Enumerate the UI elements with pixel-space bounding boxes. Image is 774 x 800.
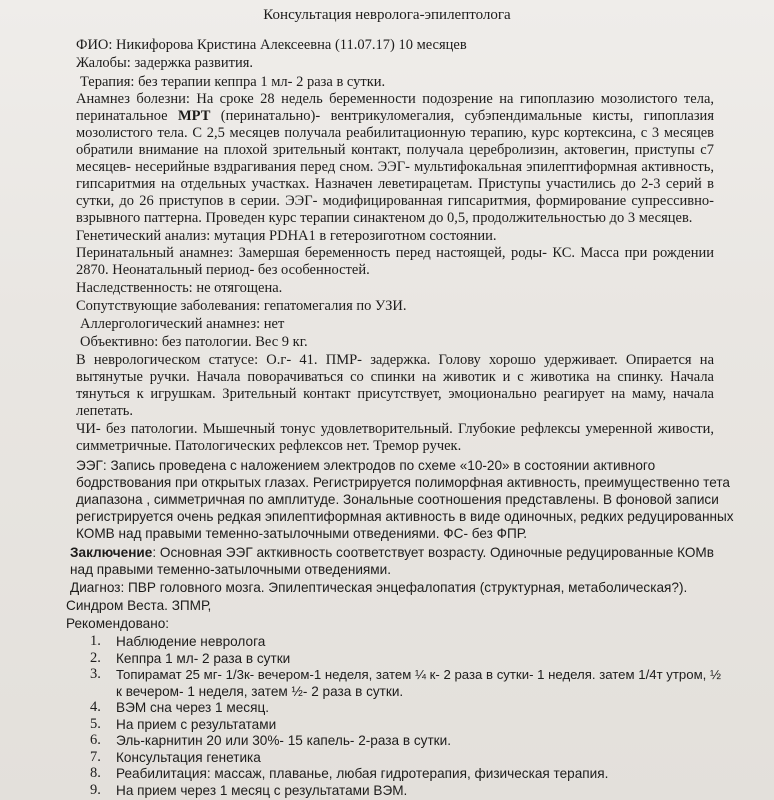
list-item: Эль-карнитин 20 или 30%- 15 капель- 2-раза в сутки.	[116, 733, 451, 748]
anamnesis-line: взрывного паттерна. Проведен курс терапии синактеном до 0,5, продолжительностью до 3 месяцев.	[76, 210, 693, 226]
conclusion-text: : Основная ЭЭГ акткивность соответствует возрасту. Одиночные редуцированные КОМв	[152, 545, 714, 560]
list-number: 1.	[90, 633, 101, 649]
allergy-anamnesis: Аллергологический анамнез: нет	[80, 316, 285, 332]
heredity: Наследственность: не отягощена.	[76, 280, 283, 296]
list-number: 8.	[90, 765, 101, 781]
list-number: 6.	[90, 732, 101, 748]
eeg-report: бодрствования при открытых глазах. Регистрируется полиморфная активность, преимущественно тета	[76, 475, 730, 490]
comorbidities: Сопутствующие заболевания: гепатомегалия по УЗИ.	[76, 298, 407, 314]
anamnesis-line: обратили внимание на плохой зрительный контакт, получала церебролизин, актовегин, приступы с7	[76, 142, 714, 158]
list-item-continuation: к вечером- 1 неделя, затем ½- 2 раза в сутки.	[116, 683, 404, 699]
list-item: Наблюдение невролога	[116, 634, 266, 649]
complaints: Жалобы: задержка развития.	[76, 55, 253, 71]
eeg-report: регистрируется очень редкая эпилептиформная активность в виде одиночных, редких редуцированных	[76, 509, 734, 524]
anamnesis-text: (перинатально)- вентрикуломегалия, субэпендимальные кисты, гипоплазия	[220, 108, 714, 124]
diagnosis: Диагноз: ПВР головного мозга. Эпилептическая энцефалопатия (структурная, метаболическая?).	[70, 580, 688, 595]
eeg-report: диапазона , симметричная по амплитуде. Зональные соотношения представлены. В фоновой записи	[76, 492, 719, 507]
objective-exam: Объективно: без патологии. Вес 9 кг.	[80, 334, 308, 350]
eeg-report: КОМВ над правыми теменно-затылочными отведениями. ФС- без ФПР.	[76, 526, 528, 541]
mri-label: МРТ	[177, 108, 211, 124]
list-number: 7.	[90, 748, 101, 765]
list-item: На прием через 1 месяц с результатами ВЭМ.	[116, 782, 408, 798]
list-number: 2.	[90, 649, 101, 666]
neuro-status: вытянутые ручки. Начала поворачиваться со спинки на животик и с животика на спинку. Начала	[76, 369, 714, 385]
conclusion: над правыми теменно-затылочными отведениями.	[70, 562, 392, 577]
therapy: Терапия: без терапии кеппра 1 мл- 2 раза в сутки.	[80, 74, 386, 90]
recommended-heading: Рекомендовано:	[66, 616, 170, 631]
list-item: Топирамат 25 мг- 1/3к- вечером-1 неделя, затем ¼ к- 2 раза в сутки- 1 неделя. затем 1/4т утром, ½	[116, 667, 721, 682]
anamnesis-line: мозолистого тела. С 2,5 месяцев получала реабилитационную терапию, курс кортексина, с 3 месяцев	[76, 125, 714, 141]
list-number: 9.	[90, 781, 101, 798]
anamnesis-line: сутки, до 26 приступов в серии. ЭЭГ- модифицированная гипсаритмия, формирование супрессивно-	[76, 193, 714, 209]
conclusion	[70, 544, 714, 561]
cranial-nerves: симметричные. Патологических рефлексов нет. Тремор ручек.	[76, 438, 462, 454]
page-title: Консультация невролога-эпилептолога	[263, 7, 511, 23]
anamnesis-text: перинатальное	[76, 108, 168, 124]
genetic-analysis: Генетический анализ: мутация PDHA1 в гетерозиготном состоянии.	[76, 228, 497, 244]
list-item: Кеппра 1 мл- 2 раза в сутки	[116, 650, 291, 666]
list-item: Реабилитация: массаж, плаванье, любая гидротерапия, физическая терапия.	[116, 766, 609, 781]
anamnesis-line: Анамнез болезни: На сроке 28 недель беременности подозрение на гипоплазию мозолистого тела,	[76, 91, 714, 107]
list-number: 5.	[90, 715, 101, 732]
neuro-status: В неврологическом статусе: О.г- 41. ПМР- задержка. Голову хорошо удерживает. Опирается на	[76, 352, 714, 368]
list-item: Консультация генетика	[116, 749, 261, 765]
neuro-status: тянуться к игрушкам. Зрительный контакт присутствует, эмоционально реагирует на маму, начала	[76, 386, 714, 402]
cranial-nerves: ЧИ- без патологии. Мышечный тонус удовлетворительный. Глубокие рефлексы умеренной живости,	[76, 421, 714, 437]
eeg-report: ЭЭГ: Запись проведена с наложением электродов по схеме «10-20» в состоянии активного	[76, 458, 656, 473]
patient-name: ФИО: Никифорова Кристина Алексеевна (11.07.17) 10 месяцев	[76, 37, 467, 53]
list-item: ВЭМ сна через 1 месяц.	[116, 700, 270, 715]
list-number: 3.	[90, 666, 101, 682]
neuro-status: лепетать.	[76, 403, 134, 419]
list-item: На прием с результатами	[116, 716, 277, 732]
anamnesis-line	[76, 108, 714, 125]
list-number: 4.	[90, 699, 101, 715]
perinatal-anamnesis: Перинатальный анамнез: Замершая беременность перед настоящей, роды- КС. Масса при рождении	[76, 245, 714, 261]
anamnesis-line: месяцев- несерийные вздрагивания перед сном. ЭЭГ- мультифокальная эпилептиформная активность,	[76, 159, 714, 175]
diagnosis: Синдром Веста. ЗПМР,	[66, 598, 212, 613]
conclusion-label: Заключение	[70, 545, 153, 560]
perinatal-anamnesis: 2870. Неонатальный период- без особенностей.	[76, 262, 370, 278]
anamnesis-line: гипсаритмия на отдельных участках. Назначен леветирацетам. Приступы участились до 2-3 серий в	[76, 176, 714, 192]
